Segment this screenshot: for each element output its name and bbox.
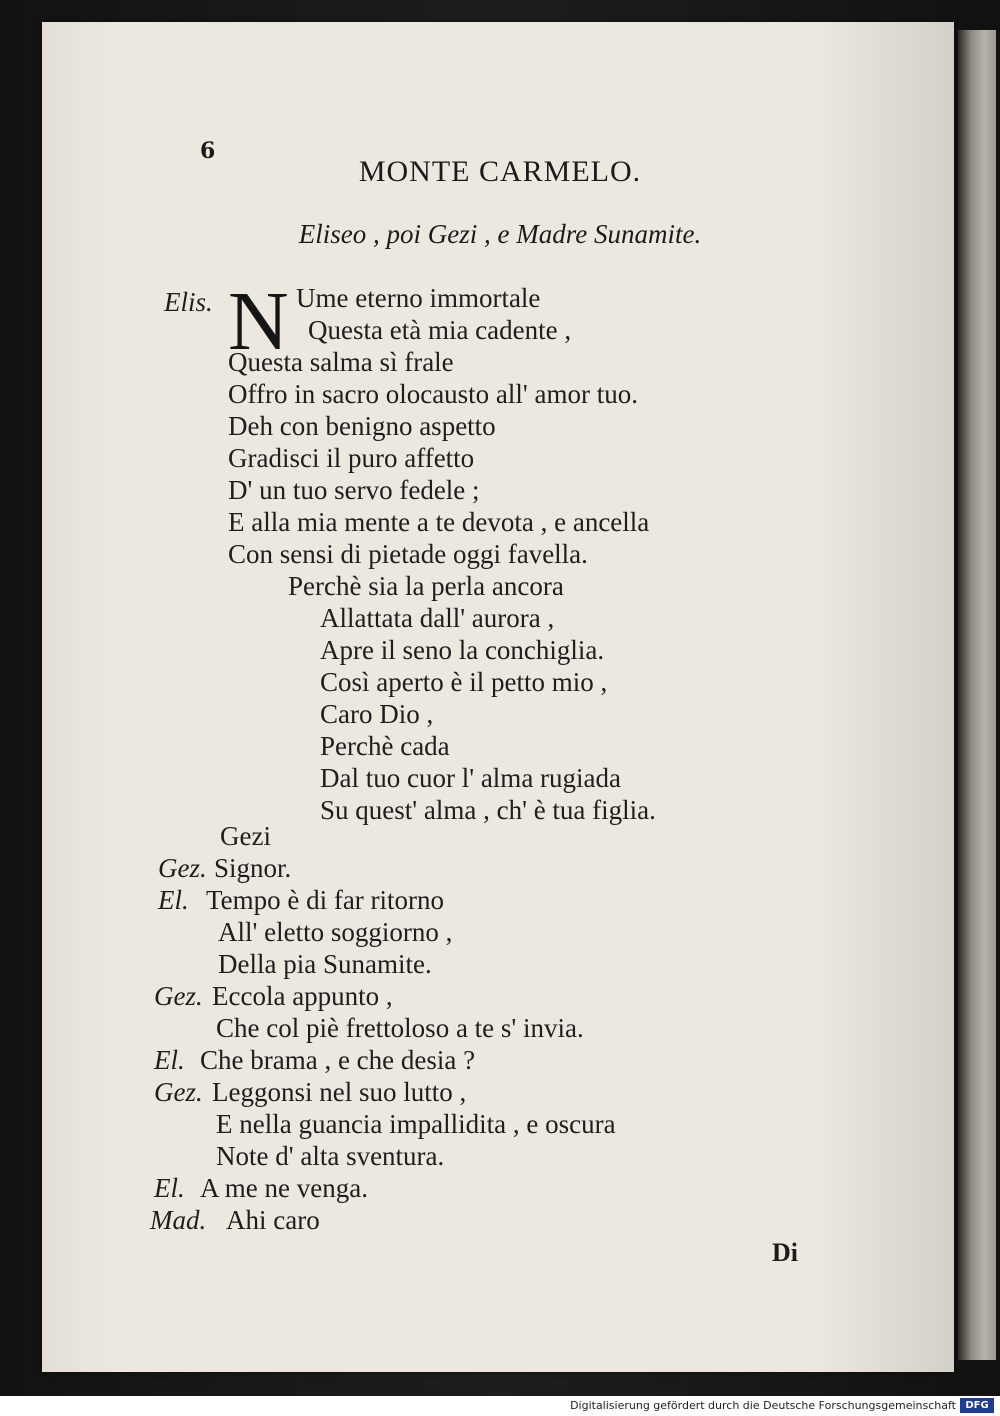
verse-line: Offro in sacro olocausto all' amor tuo. <box>228 379 639 409</box>
drop-cap: N <box>228 275 289 368</box>
verse-line: Ahi caro <box>226 1205 320 1235</box>
verse-line: Che col piè frettoloso a te s' invia. <box>216 1013 584 1043</box>
verse-line: Gezi <box>220 821 271 851</box>
verse-line: Signor. <box>214 853 292 883</box>
verse-line: Eccola appunto , <box>212 981 393 1011</box>
verse-line: Leggonsi nel suo lutto , <box>212 1077 467 1107</box>
verse-line: Perchè cada <box>320 731 450 761</box>
page-mark: 6 <box>200 138 216 164</box>
speaker-label: Mad. <box>150 1205 207 1235</box>
verse-line: Che brama , e che desia ? <box>200 1045 476 1075</box>
verse-line: All' eletto soggiorno , <box>218 917 453 947</box>
verse-line: Così aperto è il petto mio , <box>320 667 608 697</box>
verse-line: D' un tuo servo fedele ; <box>228 475 480 505</box>
verse-line: Su quest' alma , ch' è tua figlia. <box>320 795 656 825</box>
verse-line: Perchè sia la perla ancora <box>288 571 564 601</box>
scene-subtitle: Eliseo , poi Gezi , e Madre Sunamite. <box>298 219 702 249</box>
verse-line: Allattata dall' aurora , <box>320 603 555 633</box>
speaker-label: Gez. <box>158 853 207 883</box>
verse-line: Note d' alta sventura. <box>216 1141 445 1171</box>
speaker-label: El. <box>154 1173 185 1203</box>
verse-line: A me ne venga. <box>200 1173 368 1203</box>
verse-line: Della pia Sunamite. <box>218 949 432 979</box>
speaker-label: El. <box>158 885 189 915</box>
verse-line: Questa età mia cadente , <box>308 315 572 345</box>
page-title: MONTE CARMELO. <box>358 155 642 188</box>
verse-line: Tempo è di far ritorno <box>206 885 445 915</box>
dfg-logo: DFG <box>960 1398 994 1413</box>
speaker-label: Gez. <box>154 1077 203 1107</box>
verse-line: Ume eterno immortale <box>296 283 541 313</box>
catchword: Di <box>772 1238 798 1267</box>
verse-line: Gradisci il puro affetto <box>228 443 475 473</box>
verse-line: Deh con benigno aspetto <box>228 411 496 441</box>
verse-line: Caro Dio , <box>320 699 434 729</box>
verse-line: E nella guancia impallidita , e oscura <box>216 1109 616 1139</box>
speaker-label: El. <box>154 1045 185 1075</box>
verse-line: Con sensi di pietade oggi favella. <box>228 539 588 569</box>
speaker-label: Gez. <box>154 981 203 1011</box>
verse-line: Apre il seno la conchiglia. <box>320 635 605 665</box>
verse-line: E alla mia mente a te devota , e ancella <box>228 507 650 537</box>
verse-line: Questa salma sì frale <box>228 347 454 377</box>
verse-line: Dal tuo cuor l' alma rugiada <box>320 763 622 793</box>
speaker-label: Elis. <box>164 287 213 317</box>
footer-credit: Digitalisierung gefördert durch die Deutsche Forschungsgemeinschaft <box>570 1399 956 1412</box>
